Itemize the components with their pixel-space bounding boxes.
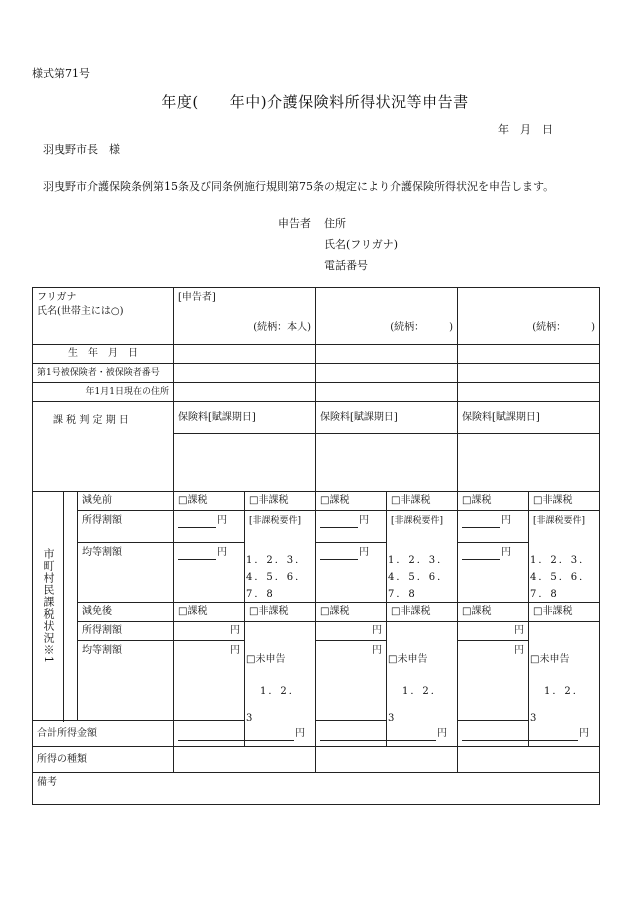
insured-number-label: 第1号被保険者・被保険者番号: [33, 364, 174, 383]
total-income-2[interactable]: 円: [316, 721, 458, 747]
furigana-label: フリガナ: [37, 292, 77, 303]
equal-share-label: 均等割額: [78, 543, 174, 603]
after-income-share-label: 所得割額: [78, 622, 174, 641]
after-nontaxed-3[interactable]: □非課税: [529, 603, 600, 622]
after-equal-amount-2[interactable]: 円: [316, 641, 387, 721]
birth-cell-3[interactable]: [458, 345, 600, 364]
income-share-amount-3[interactable]: 円: [458, 511, 529, 543]
nontax-requirement-1: [非課税要件]: [245, 511, 316, 603]
after-income-amount-1[interactable]: 円: [174, 622, 245, 641]
insured-number-cell-2[interactable]: [316, 364, 458, 383]
remarks-cell[interactable]: [33, 773, 600, 805]
after-taxed-3[interactable]: □課税: [458, 603, 529, 622]
form-number: 様式第71号: [32, 67, 90, 80]
name-header-cell: [33, 288, 174, 345]
name-cell-3[interactable]: [458, 288, 600, 345]
income-type-2[interactable]: [316, 747, 458, 773]
address-cell-2[interactable]: [316, 383, 458, 402]
relation-3: (続柄： ): [532, 322, 595, 333]
before-nontaxed-2[interactable]: □非課税: [387, 492, 458, 511]
nontax-numbers-1: 1．2．3． 4．5．6． 7．8: [246, 555, 308, 600]
nontax-numbers-3: 1．2．3． 4．5．6． 7．8: [530, 555, 592, 600]
declaration-table: [32, 287, 600, 805]
applicant-label: 申告者: [278, 217, 311, 230]
nontax-numbers-2: 1．2．3． 4．5．6． 7．8: [388, 555, 450, 600]
name-cell-1[interactable]: [174, 288, 316, 345]
page-title: 年度( 年中)介護保険料所得状況等申告書: [161, 93, 469, 111]
total-income-label: 合計所得金額: [33, 721, 174, 747]
income-share-amount-2[interactable]: 円: [316, 511, 387, 543]
address-cell-3[interactable]: [458, 383, 600, 402]
nontax-requirement-3: [非課税要件]: [529, 511, 600, 603]
declaration-text: 羽曳野市介護保険条例第15条及び同条例施行規則第75条の規定により介護保険所得状況を申告します。: [43, 180, 555, 193]
after-reduction-label: 減免後: [78, 603, 174, 622]
nontax-requirement-2: [非課税要件]: [387, 511, 458, 603]
address-cell-1[interactable]: [174, 383, 316, 402]
after-equal-amount-1[interactable]: 円: [174, 641, 245, 721]
insured-number-cell-1[interactable]: [174, 364, 316, 383]
tax-date-label: 課 税 判 定 期 日: [33, 402, 174, 492]
after-income-amount-3[interactable]: 円: [458, 622, 529, 641]
tax-status-spacer: [64, 492, 78, 721]
before-nontaxed-3[interactable]: □非課税: [529, 492, 600, 511]
name-label: 氏名(世帯主には○): [37, 306, 124, 317]
insured-number-cell-3[interactable]: [458, 364, 600, 383]
premium-value-1[interactable]: [174, 434, 316, 492]
relation-self: (続柄：本人): [253, 322, 311, 333]
income-share-label: 所得割額: [78, 511, 174, 543]
undeclared-block-2[interactable]: □未申告 1．2． 3: [388, 654, 443, 724]
name-cell-2[interactable]: [316, 288, 458, 345]
birth-label: 生 年 月 日: [33, 345, 174, 364]
date-line: 年 月 日: [498, 123, 553, 136]
after-nontaxed-1[interactable]: □非課税: [245, 603, 316, 622]
income-type-3[interactable]: [458, 747, 600, 773]
after-taxed-1[interactable]: □課税: [174, 603, 245, 622]
after-taxed-2[interactable]: □課税: [316, 603, 387, 622]
after-nontaxed-2[interactable]: □非課税: [387, 603, 458, 622]
before-taxed-2[interactable]: □課税: [316, 492, 387, 511]
applicant-address-label[interactable]: 住所: [324, 217, 346, 230]
equal-share-amount-2[interactable]: 円: [316, 543, 387, 603]
income-share-amount-1[interactable]: 円: [174, 511, 245, 543]
equal-share-amount-1[interactable]: 円: [174, 543, 245, 603]
birth-cell-2[interactable]: [316, 345, 458, 364]
total-income-3[interactable]: 円: [458, 721, 600, 747]
remarks-label: 備考: [37, 777, 57, 788]
premium-value-3[interactable]: [458, 434, 600, 492]
after-equal-share-label: 均等割額: [78, 641, 174, 721]
applicant-phone-label[interactable]: 電話番号: [324, 259, 368, 272]
premium-label-3: 保険料[賦課期日]: [458, 402, 600, 434]
total-income-1[interactable]: 円: [174, 721, 316, 747]
income-type-label: 所得の種類: [33, 747, 174, 773]
birth-cell-1[interactable]: [174, 345, 316, 364]
premium-label-1: 保険料[賦課期日]: [174, 402, 316, 434]
after-equal-amount-3[interactable]: 円: [458, 641, 529, 721]
relation-2: (続柄： ): [390, 322, 453, 333]
addressee: 羽曳野市長 様: [43, 143, 120, 156]
declarant-tag: [申告者]: [178, 292, 216, 303]
before-nontaxed-1[interactable]: □非課税: [245, 492, 316, 511]
equal-share-amount-3[interactable]: 円: [458, 543, 529, 603]
address-jan1-label: 年1月1日現在の住所: [33, 383, 174, 402]
premium-label-2: 保険料[賦課期日]: [316, 402, 458, 434]
applicant-name-label[interactable]: 氏名(フリガナ): [324, 238, 399, 251]
before-taxed-1[interactable]: □課税: [174, 492, 245, 511]
tax-status-vertical-label: 市町村民課税状況※1: [33, 492, 64, 721]
undeclared-block-3[interactable]: □未申告 1．2． 3: [530, 654, 585, 724]
premium-value-2[interactable]: [316, 434, 458, 492]
undeclared-block-1[interactable]: □未申告 1．2． 3: [246, 654, 301, 724]
income-type-1[interactable]: [174, 747, 316, 773]
before-taxed-3[interactable]: □課税: [458, 492, 529, 511]
after-income-amount-2[interactable]: 円: [316, 622, 387, 641]
before-reduction-label: 減免前: [78, 492, 174, 511]
applicant-block: [278, 213, 398, 276]
